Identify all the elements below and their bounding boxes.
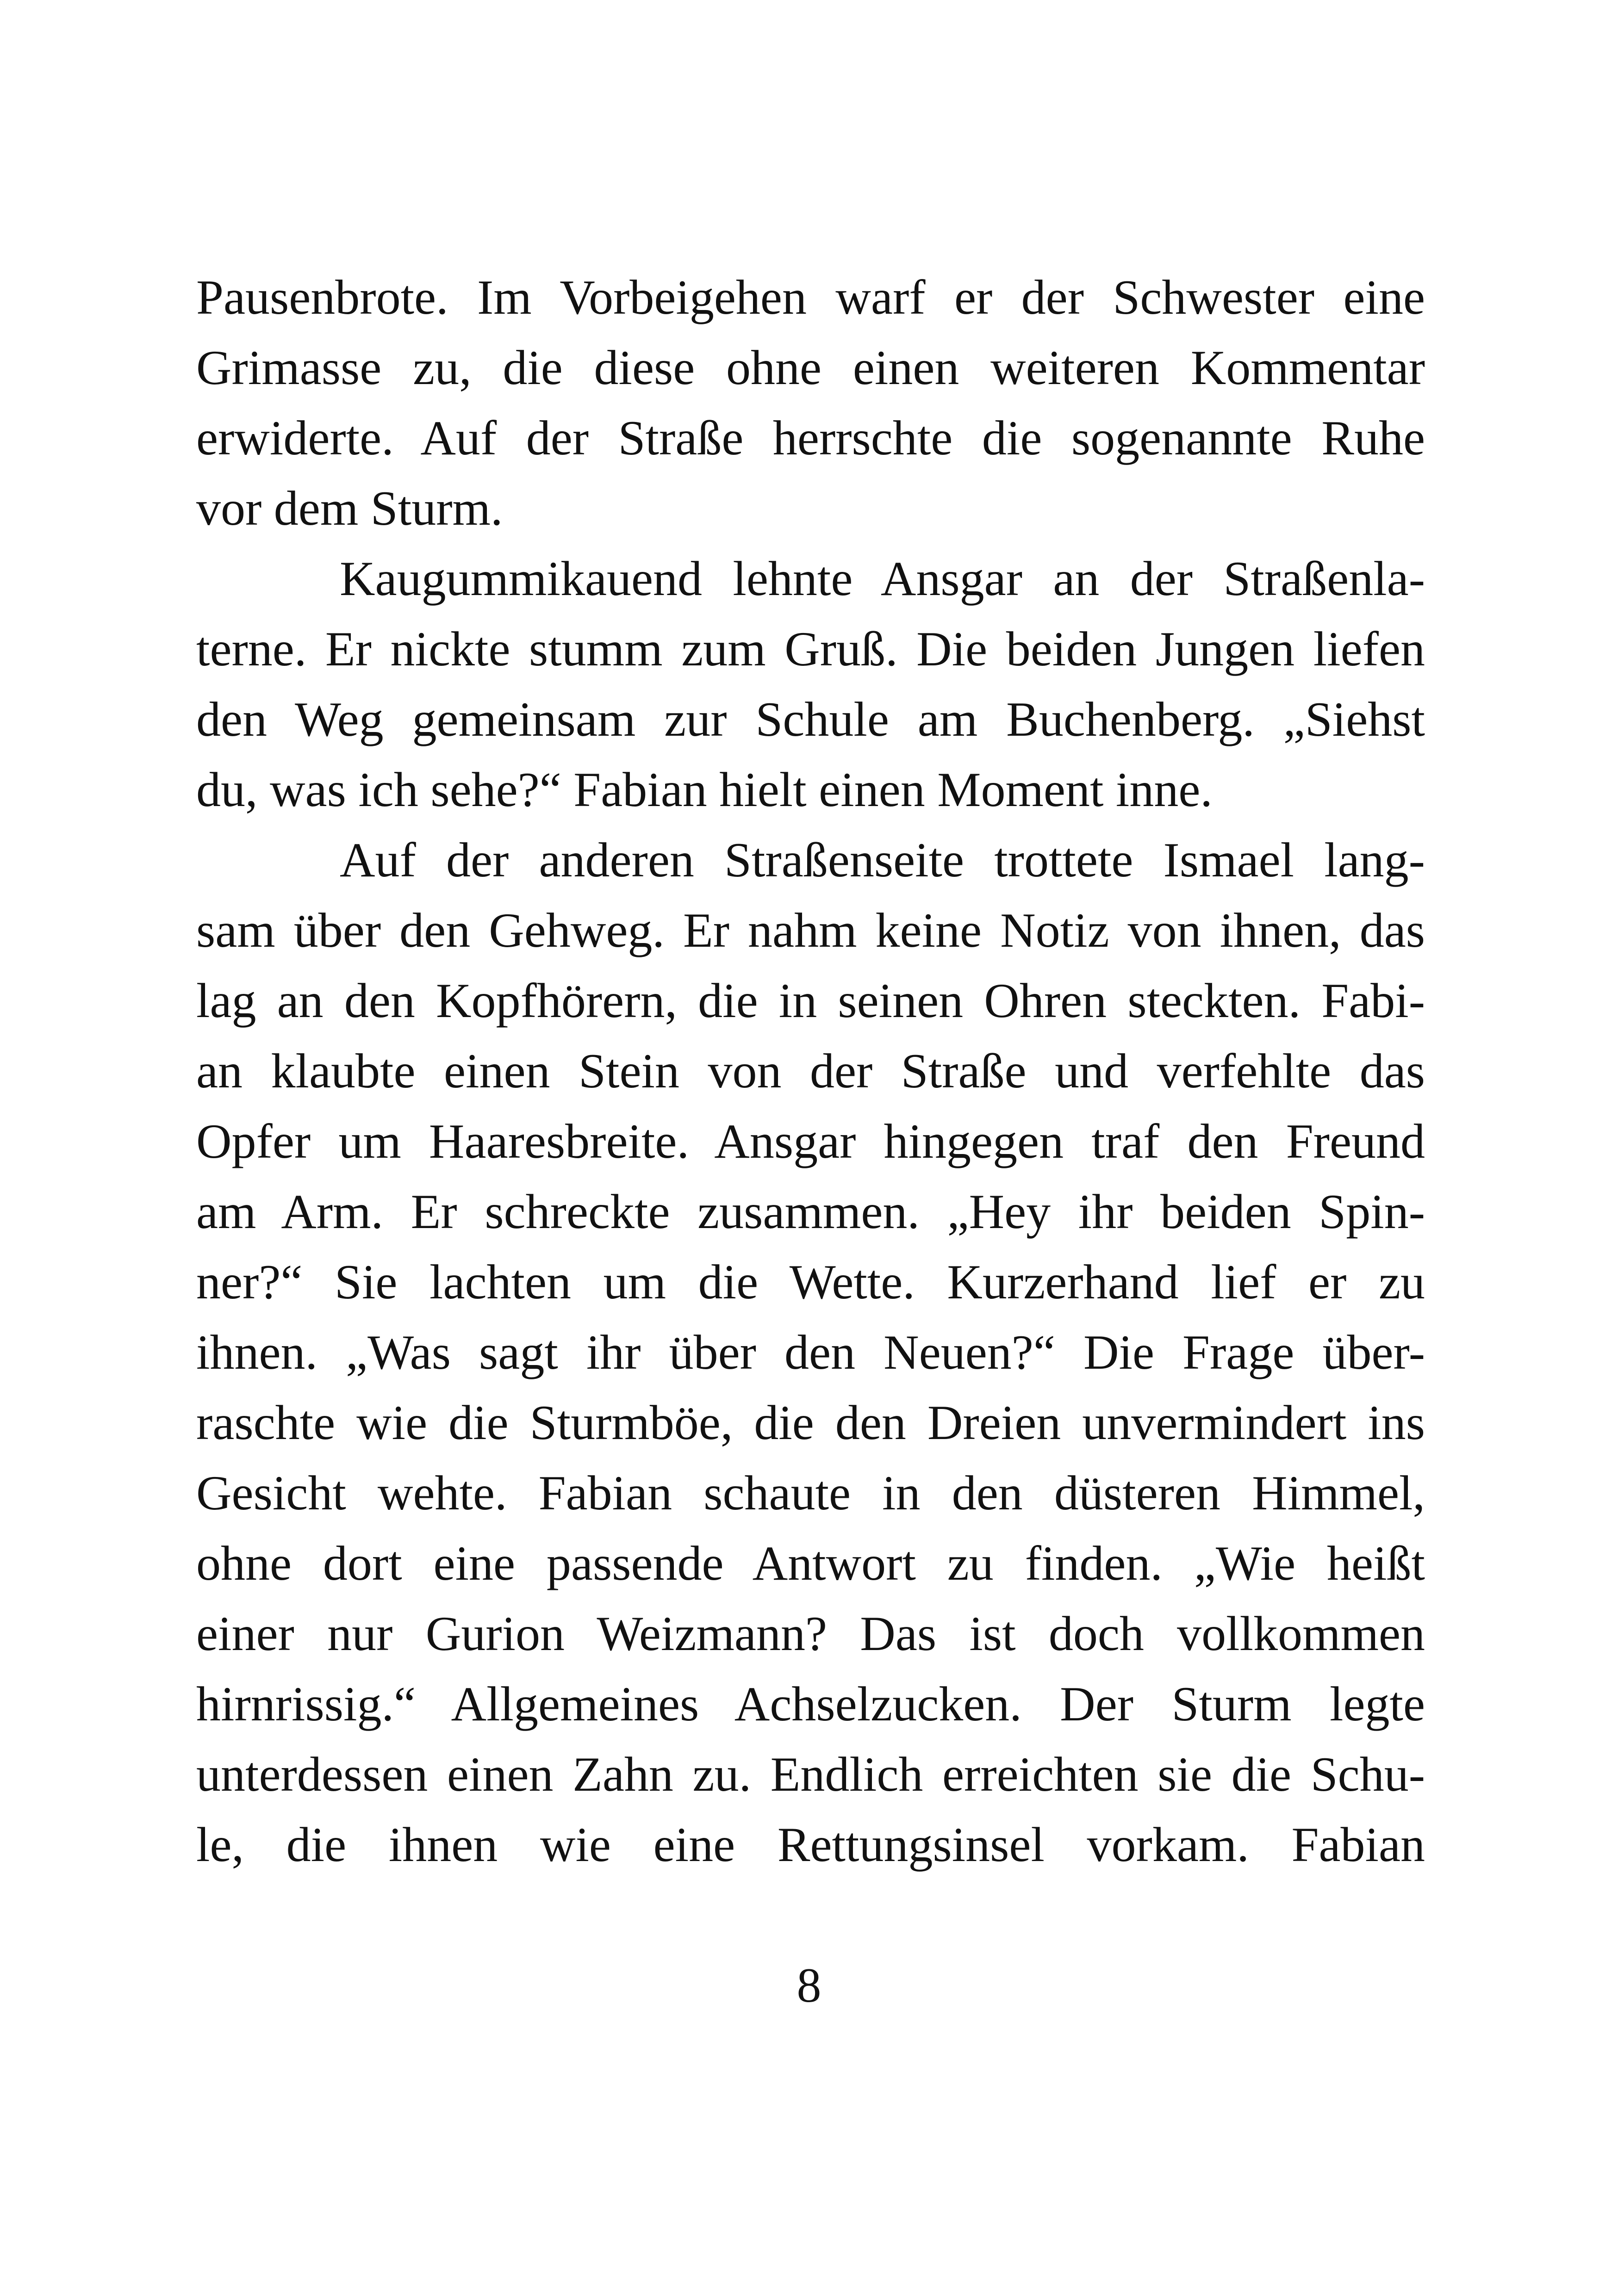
text-line: sam über den Gehweg. Er nahm keine Notiz von ihnen, das [196, 903, 1425, 957]
text-line: unterdessen einen Zahn zu. Endlich erreichten sie die Schu- [196, 1747, 1425, 1801]
page-number: 8 [797, 1958, 821, 2012]
text-line: vor dem Sturm. [196, 481, 503, 535]
text-line: ohne dort eine passende Antwort zu finden. „Wie heißt [196, 1536, 1425, 1590]
text-line: ner?“ Sie lachten um die Wette. Kurzerhand lief er zu [196, 1255, 1425, 1309]
text-line: Grimasse zu, die diese ohne einen weiteren Kommentar [196, 341, 1425, 395]
text-line: erwiderte. Auf der Straße herrschte die sogenannte Ruhe [196, 411, 1425, 465]
text-line: Opfer um Haaresbreite. Ansgar hingegen traf den Freund [196, 1114, 1425, 1168]
text-line: ihnen. „Was sagt ihr über den Neuen?“ Die Frage über- [196, 1325, 1425, 1379]
text-line: an klaubte einen Stein von der Straße und verfehlte das [196, 1044, 1425, 1098]
text-line: raschte wie die Sturmböe, die den Dreien unvermindert ins [196, 1396, 1425, 1450]
text-line: terne. Er nickte stumm zum Gruß. Die beiden Jungen liefen [196, 622, 1425, 676]
text-line: einer nur Gurion Weizmann? Das ist doch vollkommen [196, 1607, 1425, 1661]
text-line: hirnrissig.“ Allgemeines Achselzucken. Der Sturm legte [196, 1677, 1425, 1731]
text-line: du, was ich sehe?“ Fabian hielt einen Moment inne. [196, 763, 1213, 817]
text-line: den Weg gemeinsam zur Schule am Buchenberg. „Siehst [196, 692, 1425, 746]
text-line: am Arm. Er schreckte zusammen. „Hey ihr beiden Spin- [196, 1185, 1425, 1239]
text-line: Gesicht wehte. Fabian schaute in den düsteren Himmel, [196, 1466, 1425, 1520]
text-line: Kaugummikauend lehnte Ansgar an der Straßenla- [340, 552, 1425, 606]
text-line: lag an den Kopfhörern, die in seinen Ohren steckten. Fabi- [196, 974, 1425, 1028]
text-line: Pausenbrote. Im Vorbeigehen warf er der Schwester eine [196, 270, 1425, 324]
text-line: le, die ihnen wie eine Rettungsinsel vorkam. Fabian [196, 1818, 1425, 1872]
text-line: Auf der anderen Straßenseite trottete Ismael lang- [340, 833, 1425, 887]
body-text [196, 262, 1425, 1880]
